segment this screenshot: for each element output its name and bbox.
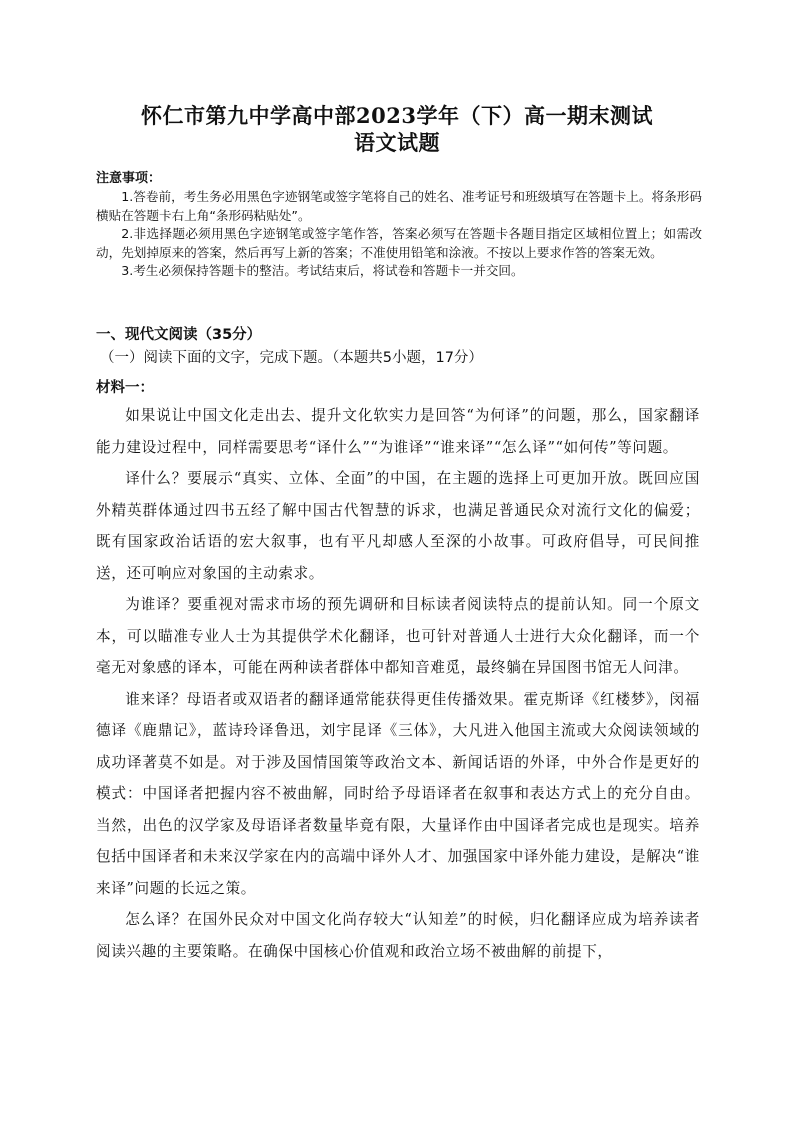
passage-paragraph: 译什么？要展示“真实、立体、全面”的中国，在主题的选择上可更加开放。既回应国外精英群体通过四书五经了解中国古代智慧的诉求，也满足普通民众对流行文化的偏爱；既有国家政治话语的宏大叙事，也有平凡却感人至深的小故事。可政府倡导，可民间推送，还可响应对象国的主动索求。 (96, 470, 700, 582)
passage-paragraph: 怎么译？在国外民众对中国文化尚存较大“认知差”的时候，归化翻译应成为培养读者阅读兴趣的主要策略。在确保中国核心价值观和政治立场不被曲解的前提下， (96, 911, 700, 960)
passage-paragraph: 谁来译？母语者或双语者的翻译通常能获得更佳传播效果。霍克斯译《红楼梦》，闵福德译《鹿鼎记》，蓝诗玲译鲁迅，刘宇昆译《三体》，大凡进入他国主流或大众阅读领域的成功译著莫不如是。对于涉及国情国策等政治文本、新闻话语的外译，中外合作是更好的模式：中国译者把握内容不被曲解，同时给予母语译者在叙事和表达方式上的充分自由。当然，出色的汉学家及母语译者数量毕竟有限，大量译作由中国译者完成也是现实。培养包括中国译者和未来汉学家在内的高端中译外人才、加强国家中译外能力建设，是解决“谁来译”问题的长远之策。 (96, 690, 700, 897)
passage-paragraph: 为谁译？要重视对需求市场的预先调研和目标读者阅读特点的提前认知。同一个原文本，可以瞄准专业人士为其提供学术化翻译，也可针对普通人士进行大众化翻译，而一个毫无对象感的译本，可能在两种读者群体中都知音难觅，最终躺在异国图书馆无人问津。 (96, 596, 700, 676)
notice-item: 3.考生必须保持答题卡的整洁。考试结束后，将试卷和答题卡一并交回。 (121, 263, 524, 279)
section-subheading: （一）阅读下面的文字，完成下题。（本题共5小题，17分） (100, 350, 483, 366)
reading-passage (96, 400, 700, 967)
passage-paragraph: 如果说让中国文化走出去、提升文化软实力是回答“为何译”的问题，那么，国家翻译能力建设过程中，同样需要思考“译什么”“为谁译”“谁来译”“怎么译”“如何传”等问题。 (96, 407, 700, 456)
section-heading: 一、现代文阅读（35分） (96, 327, 262, 343)
notice-item: 2.非选择题必须用黑色字迹钢笔或签字笔作答，答案必须写在答题卡各题目指定区域相位置上；如需改动，先划掉原来的答案，然后再写上新的答案；不准使用铅笔和涂液。不按以上要求作答的答案无效。 (96, 226, 702, 260)
material-label: 材料一： (96, 380, 154, 396)
notice-item: 1.答卷前，考生务必用黑色字迹钢笔或签字笔将自己的姓名、准考证号和班级填写在答题卡上。将条形码横贴在答题卡右上角“条形码粘贴处”。 (96, 189, 702, 223)
exam-subject-title: 语文试题 (354, 130, 440, 155)
notice-heading: 注意事项： (96, 171, 162, 186)
notice-list (96, 188, 702, 281)
exam-title: 怀仁市第九中学高中部2023学年（下）高一期末测试 (141, 103, 653, 128)
